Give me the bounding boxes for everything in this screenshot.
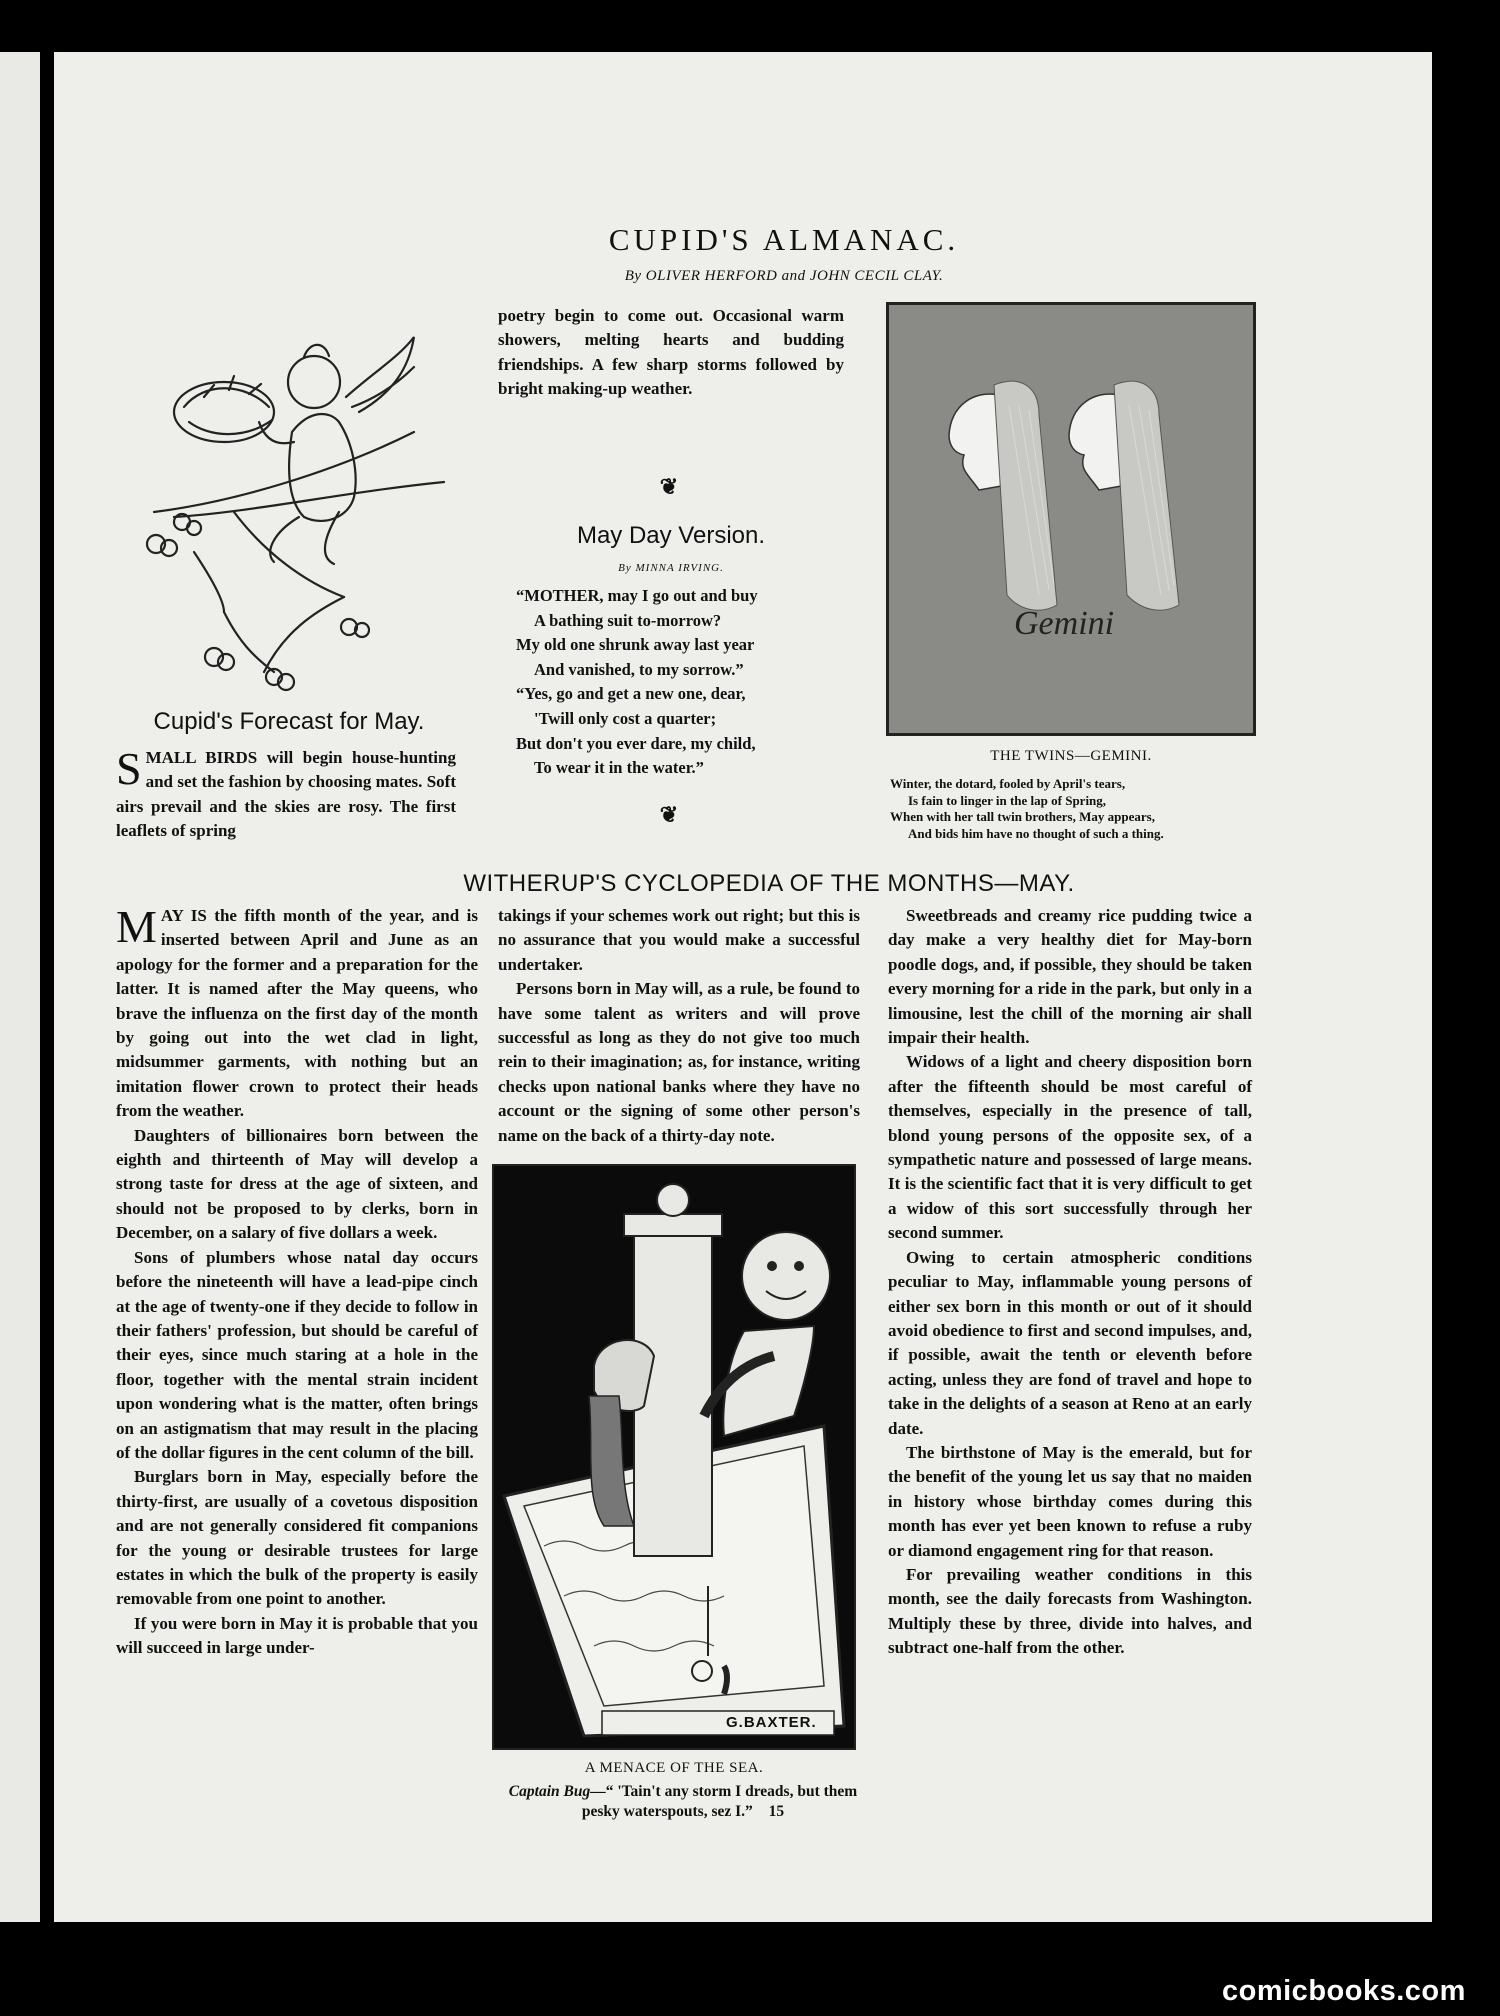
drop-cap: M xyxy=(116,901,157,952)
paragraph: If you were born in May it is probable that you will succeed in large under- xyxy=(116,1613,478,1658)
cartoon-caption xyxy=(498,1782,868,1822)
forecast-text-continued: poetry begin to come out. Occasional warm showers, melting hearts and budding friendships. A few sharp storms followed by bright making-up weather. xyxy=(498,306,844,399)
fleuron-ornament: ❦ xyxy=(659,802,679,827)
magazine-page xyxy=(54,52,1432,1922)
paragraph: Owing to certain atmospheric conditions peculiar to May, inflammable young persons of either sex born in this month or out of it should avoid obedience to first and second impulses, and, if possible, await the tenth or eleventh before acting, unless they are fond of travel and hope to take in the delights of a season at Reno at an early date. xyxy=(888,1247,1252,1438)
cyclopedia-heading: WITHERUP'S CYCLOPEDIA OF THE MONTHS—MAY. xyxy=(463,870,1075,897)
verse-line: Is fain to linger in the lap of Spring, xyxy=(908,792,1107,808)
gemini-verse xyxy=(890,776,1270,842)
verse-line: When with her tall twin brothers, May appears, xyxy=(890,809,1155,824)
poem-line: 'Twill only cost a quarter; xyxy=(534,708,717,728)
paragraph: For prevailing weather conditions in this month, see the daily forecasts from Washington. Multiply these by three, divide into halves, and subtract one-half from the other. xyxy=(888,1564,1252,1658)
fleuron-ornament: ❦ xyxy=(659,474,679,499)
caption-quote: “ 'Tain't any storm I dreads, but them pesky waterspouts, sez I.” xyxy=(581,1783,858,1820)
watermark: comicbooks.com xyxy=(1222,1975,1466,2007)
paragraph: Sweetbreads and creamy rice pudding twice a day make a very healthy diet for May-born poodle dogs, and, if possible, they should be taken every morning for a ride in the park, but only in a limousine, lest the chill of the morning air shall impair their health. xyxy=(888,906,1252,1048)
poem-title: May Day Version. xyxy=(576,522,766,549)
poem-line: A bathing suit to-morrow? xyxy=(534,610,722,630)
poem-line: And vanished, to my sorrow.” xyxy=(534,659,744,679)
verse-line: And bids him have no thought of such a thing. xyxy=(908,825,1164,841)
cupid-on-branch-illustration xyxy=(114,312,454,702)
page-title: CUPID'S ALMANAC. xyxy=(608,222,960,257)
forecast-text-block xyxy=(116,743,456,844)
paragraph: The birthstone of May is the emerald, but for the benefit of the young let us say that no maiden in history whose birthday comes during this month has ever yet been known to refuse a ruby or diamond engagement ring for that reason. xyxy=(888,1442,1252,1560)
poem-author: By MINNA IRVING. xyxy=(618,562,724,574)
page-number: 15 xyxy=(768,1803,785,1820)
cartoon-caption-title: A MENACE OF THE SEA. xyxy=(584,1760,764,1776)
paragraph: Persons born in May will, as a rule, be found to have some talent as writers and will prove successful as long as they do not give too much rein to their imagination; as, for instance, writing checks upon national banks where they have no account or the signing of some other person's name on the back of a thirty-day note. xyxy=(498,979,860,1145)
gemini-illustration xyxy=(886,302,1256,736)
forecast-text-continued-block xyxy=(498,304,844,402)
paragraph: takings if your schemes work out right; but this is no assurance that you would make a successful undertaker. xyxy=(498,906,860,974)
poem-line: “Yes, go and get a new one, dear, xyxy=(516,684,746,704)
paragraph: AY IS the fifth month of the year, and is inserted between April and June as an apology for the former and a preparation for the latter. It is named after the May queens, who brave the influenza on the first day of the month by going out into the wet clad in light, midsummer garments, with nothing but an imitation flower crown to protect their heads from the weather. xyxy=(116,906,478,1121)
forecast-heading: Cupid's Forecast for May. xyxy=(153,708,425,735)
cyclopedia-column-3 xyxy=(888,904,1252,1661)
poem-line: My old one shrunk away last year xyxy=(516,635,755,655)
poem-line: To wear it in the water.” xyxy=(534,758,704,778)
cyclopedia-column-2 xyxy=(498,904,860,1148)
paragraph: Burglars born in May, especially before the thirty-first, are usually of a covetous disposition and are not generally considered fit companions for the young or desirable trustees for large estates in which the bulk of the property is easily removable from one point to another. xyxy=(116,1467,478,1609)
poem-line: “MOTHER, may I go out and buy xyxy=(516,586,758,605)
cyclopedia-column-1 xyxy=(116,901,478,1661)
waterspout-pump-drawing xyxy=(494,1166,854,1748)
facing-page-edge xyxy=(0,52,40,1922)
gemini-picture-label: Gemini xyxy=(1014,605,1115,642)
poem-line: But don't you ever dare, my child, xyxy=(516,733,756,753)
drop-cap: S xyxy=(116,743,142,794)
poem-stanza xyxy=(516,584,856,781)
artist-signature: G.BAXTER. xyxy=(726,1714,817,1731)
menace-of-the-sea-cartoon xyxy=(492,1164,856,1750)
twins-profiles-drawing xyxy=(889,305,1253,733)
paragraph: Sons of plumbers whose natal day occurs before the nineteenth will have a lead-pipe cinch at the age of twenty-one if they decide to follow in their fathers' profession, but should be careful of their eyes, since much staring at a hole in the floor, together with the mental strain incident upon wondering what is the matter, often brings on an astigmatism that may result in the placing of the dollar figures in the cent column of the bill. xyxy=(116,1247,478,1462)
paragraph: Widows of a light and cheery disposition born after the fifteenth should be most careful of themselves, especially in the presence of tall, blond young persons of the opposite sex, of a sympathetic nature and possessed of large means. It is the scientific fact that it is very difficult to get a widow of this sort successfully through her second summer. xyxy=(888,1052,1252,1243)
byline: By OLIVER HERFORD and JOHN CECIL CLAY. xyxy=(624,268,944,284)
forecast-text: MALL BIRDS will begin house-hunting and set the fashion by choosing mates. Soft airs prevail and the skies are rosy. The first leaflets of spring xyxy=(116,748,456,841)
verse-line: Winter, the dotard, fooled by April's tears, xyxy=(890,776,1126,791)
caption-speaker: Captain Bug— xyxy=(508,1783,606,1800)
paragraph: Daughters of billionaires born between the eighth and thirteenth of May will develop a strong taste for dress at the age of sixteen, and should not be proposed to by clerks, born in December, on a salary of five dollars a week. xyxy=(116,1125,478,1243)
gemini-caption: THE TWINS—GEMINI. xyxy=(990,748,1152,764)
